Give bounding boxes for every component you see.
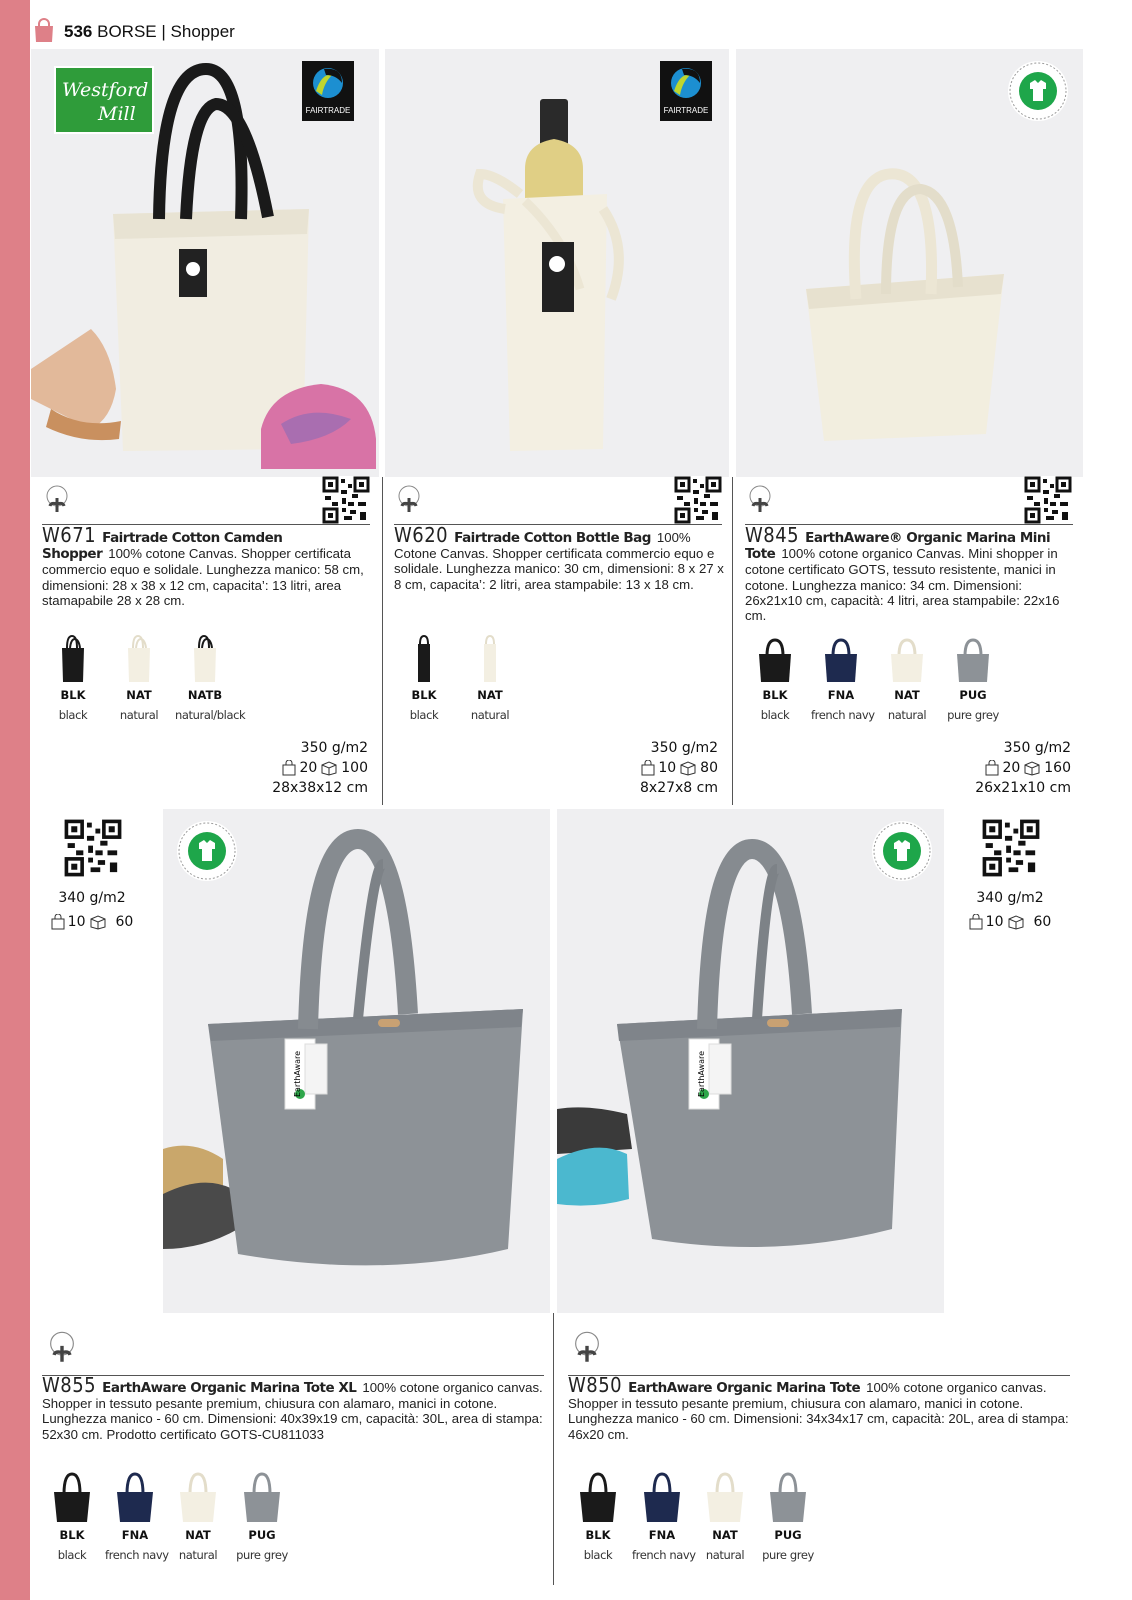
page-header: 536 BORSE | Shopper <box>64 22 235 41</box>
color-swatch-nat[interactable]: NAT natural <box>877 634 937 722</box>
divider-line <box>42 1375 544 1376</box>
subsection-title: Shopper <box>170 22 235 41</box>
fairtrade-logo: FAIRTRADE <box>302 61 354 121</box>
product-name: Fairtrade Cotton Bottle Bag <box>454 530 651 546</box>
inner-pack-icon <box>969 914 983 930</box>
organic-cotton-icon <box>394 484 424 514</box>
shopping-bag-icon <box>33 18 55 44</box>
organic-cotton-icon <box>745 484 775 514</box>
organic-cotton-icon <box>45 1330 79 1364</box>
section-title: BORSE <box>97 22 157 41</box>
gots-logo <box>872 821 932 881</box>
product-specs-w671: 350 g/m2 20 100 28x38x12 cm <box>272 740 368 796</box>
color-swatch-blk[interactable]: BLK black <box>745 634 805 722</box>
carton-box-icon <box>679 760 697 776</box>
inner-pack-icon <box>985 760 999 776</box>
gots-logo <box>177 821 237 881</box>
qr-code[interactable] <box>1024 476 1072 524</box>
inner-pack-icon <box>51 914 65 930</box>
carton-box-icon <box>1023 760 1041 776</box>
color-swatch-nat[interactable]: NAT natural <box>695 1470 755 1562</box>
color-swatch-pug[interactable]: PUG pure grey <box>758 1470 818 1562</box>
color-swatch-blk[interactable]: BLK black <box>568 1470 628 1562</box>
product-description-w620: W620 Fairtrade Cotton Bottle Bag 100% Cotone Canvas. Shopper certificata commercio equo e solidale. Lunghezza manico: 30 cm, dimensioni: 8 x 27 x 8 cm, capacita’: 2 litri, area stampabile: 13 x 18 cm. <box>394 523 724 592</box>
color-swatch-nat[interactable]: NAT natural <box>109 634 169 722</box>
color-swatch-fna[interactable]: FNA french navy <box>632 1470 692 1562</box>
product-description-w845: W845 EarthAware® Organic Marina Mini Tote 100% cotone organico Canvas. Mini shopper in cotone certificato GOTS, tessuto resistente, manici in cotone. Lunghezza manico: 34 cm. Dimensioni: 26x21x10 cm, capacità: 4 litri, area stampabile: 22x16 cm. <box>745 523 1060 624</box>
page-number: 536 <box>64 22 93 41</box>
product-code: W620 <box>394 523 449 547</box>
product-specs-w845: 350 g/m2 20 160 26x21x10 cm <box>975 740 1071 796</box>
column-divider <box>553 1313 554 1585</box>
qr-code[interactable] <box>322 476 370 524</box>
color-swatch-blk[interactable]: BLK black <box>394 634 454 722</box>
product-photo-w850 <box>557 809 944 1313</box>
column-divider <box>382 477 383 805</box>
gots-logo <box>1008 61 1068 121</box>
carton-box-icon <box>89 914 107 930</box>
product-description-w850: W850 EarthAware Organic Marina Tote 100% cotone organico canvas. Shopper in tessuto pesante premium, chiusura con alamaro, manici in cotone. Lunghezza manico - 60 cm. Dimensioni: 34x34x17 cm, capacità: 20L, area di stampa: 46x20 cm. <box>568 1373 1069 1442</box>
product-name: EarthAware Organic Marina Tote <box>628 1380 861 1396</box>
product-description-w855: W855 EarthAware Organic Marina Tote XL 100% cotone organico canvas. Shopper in tessuto pesante premium, chiusura con alamaro, manici in cotone. Lunghezza manico - 60 cm. Dimensioni: 40x39x19 cm, capacità: 30L, area di stampa: 52x30 cm. Prodotto certificato GOTS-CU811033 <box>42 1373 543 1442</box>
qr-code[interactable] <box>982 819 1040 877</box>
carton-box-icon <box>320 760 338 776</box>
product-specs-w855: 340 g/m2 10 60 <box>42 886 142 934</box>
color-swatch-blk[interactable]: BLK black <box>42 1470 102 1562</box>
color-swatch-natb[interactable]: NATB natural/black <box>175 634 235 722</box>
color-swatch-blk[interactable]: BLK black <box>43 634 103 722</box>
product-name: EarthAware® Organic Marina Mini Tote <box>745 530 1051 563</box>
product-code: W845 <box>745 523 800 547</box>
qr-code[interactable] <box>674 476 722 524</box>
fairtrade-logo: FAIRTRADE <box>660 61 712 121</box>
product-photo-w620 <box>385 49 729 477</box>
color-swatch-fna[interactable]: FNA french navy <box>105 1470 165 1562</box>
inner-pack-icon <box>641 760 655 776</box>
product-specs-w850: 340 g/m2 10 60 <box>960 886 1060 934</box>
color-swatch-nat[interactable]: NAT natural <box>460 634 520 722</box>
sidebar-stripe <box>0 0 30 1600</box>
product-code: W850 <box>568 1373 623 1397</box>
product-name: EarthAware Organic Marina Tote XL <box>102 1380 357 1396</box>
color-swatch-fna[interactable]: FNA french navy <box>811 634 871 722</box>
column-divider <box>732 477 733 805</box>
product-name: Fairtrade Cotton Camden Shopper <box>42 530 283 563</box>
tag-label: EarthAware <box>293 1050 302 1098</box>
westford-mill-logo: Westford Mill <box>54 66 154 134</box>
product-specs-w620: 350 g/m2 10 80 8x27x8 cm <box>640 740 718 796</box>
qr-code[interactable] <box>64 819 122 877</box>
product-photo-w845 <box>736 49 1083 477</box>
tag-label: EarthAware <box>697 1050 706 1098</box>
organic-cotton-icon <box>570 1330 604 1364</box>
product-photo-w855 <box>163 809 550 1313</box>
product-code: W671 <box>42 523 97 547</box>
color-swatch-pug[interactable]: PUG pure grey <box>232 1470 292 1562</box>
color-swatch-pug[interactable]: PUG pure grey <box>943 634 1003 722</box>
product-description-w671: W671 Fairtrade Cotton Camden Shopper 100% cotone Canvas. Shopper certificata commercio equo e solidale. Lunghezza manico: 58 cm, dimensioni: 28 x 38 x 12 cm, capacita’: 13 litri, area stamapabile 28 x 28 cm. <box>42 523 364 608</box>
product-code: W855 <box>42 1373 97 1397</box>
organic-cotton-icon <box>42 484 72 514</box>
divider-line <box>568 1375 1070 1376</box>
product-photo-w671 <box>31 49 379 477</box>
inner-pack-icon <box>282 760 296 776</box>
color-swatch-nat[interactable]: NAT natural <box>168 1470 228 1562</box>
carton-box-icon <box>1007 914 1025 930</box>
